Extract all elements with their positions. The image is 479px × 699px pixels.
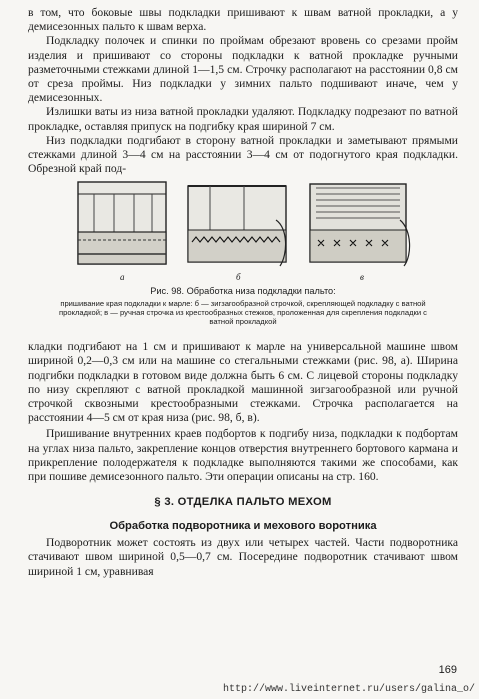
figure-label-v: в <box>360 272 364 283</box>
figure-label-b: б <box>236 272 241 283</box>
paragraph: Излишки ваты из низа ватной прокладки удаляют. Подкладку подрезают по ватной прокладке, оставляя припуск на подгибку края шириной 7 см. <box>28 105 458 133</box>
watermark-url: http://www.liveinternet.ru/users/galina_o/ <box>222 684 475 695</box>
figure-label-a: а <box>120 272 125 283</box>
figure-caption-title: Рис. 98. Обработка низа подкладки пальто: <box>150 286 336 297</box>
paragraph: кладки подгибают на 1 см и пришивают к марле на универсальной машине швом шириной 0,2—0,3 см или на машине со стегальными стежками (рис. 98, а). Ширина подгибки подкладки в готовом виде должна быть 6 см. С лицевой стороны подкладку по низу скрепляют с ватной прокладкой машинной зигзагообразной или ручной строчкой сквозными крестообразными стежками. Строчка располагается на расстоянии 4—5 см от края низа (рис. 98, б, в). <box>28 340 458 425</box>
figure-98 <box>28 180 458 282</box>
figure-illustration-v <box>304 180 420 272</box>
page-content <box>28 6 458 579</box>
page-number: 169 <box>438 664 457 676</box>
paragraph: в том, что боковые швы подкладки пришивают к швам ватной прокладки, а у демисезонных пальто к швам верха. <box>28 6 458 34</box>
paragraph: Низ подкладки подгибают в сторону ватной прокладки и заметывают прямыми стежками длиной 3—4 см на расстоянии 3—4 см от подогнутого края подкладки. Обрезной край под- <box>28 133 458 176</box>
figure-illustration-a <box>72 180 172 272</box>
paragraph: Подворотник может состоять из двух или четырех частей. Части подворотника стачивают швом шириной 0,5—0,7 см. Посередине подворотник стачивают швом шириной 1 см, уравнивая <box>28 536 458 578</box>
section-title: § 3. ОТДЕЛКА ПАЛЬТО МЕХОМ <box>154 496 332 509</box>
paragraph: Подкладку полочек и спинки по проймам обрезают вровень со срезами пройм изделия и пришивают со стороны подкладки к ватной прокладке ручными разметочными стежками длиной 1—1,5 см. Строчку располагают на расстоянии 0,8 см от среза проймы. Низ подкладки у зимних пальто подшивают иначе, чем у демисезонных. <box>28 34 458 105</box>
paragraph: Пришивание внутренних краев подбортов к подгибу низа, подкладки к подбортам на углах низа пальто, закрепление концов отверстия внутреннего бортового кармана и прикрепление полодержателя к подкладке выполняются такими же способами, как при пошиве демисезонного пальто. Эти операции описаны на стр. 160. <box>28 427 458 484</box>
figure-illustration-b <box>184 180 294 272</box>
subsection-title: Обработка подворотника и мехового воротника <box>109 520 377 533</box>
figure-caption-description: пришивание края подкладки к марле: б — зигзагообразной строчкой, скрепляющей подкладку с ватной прокладкой; в — ручная строчка из крестообразных стежков, проложенная для скрепления подкладки с ватной прокладкой <box>59 299 427 326</box>
